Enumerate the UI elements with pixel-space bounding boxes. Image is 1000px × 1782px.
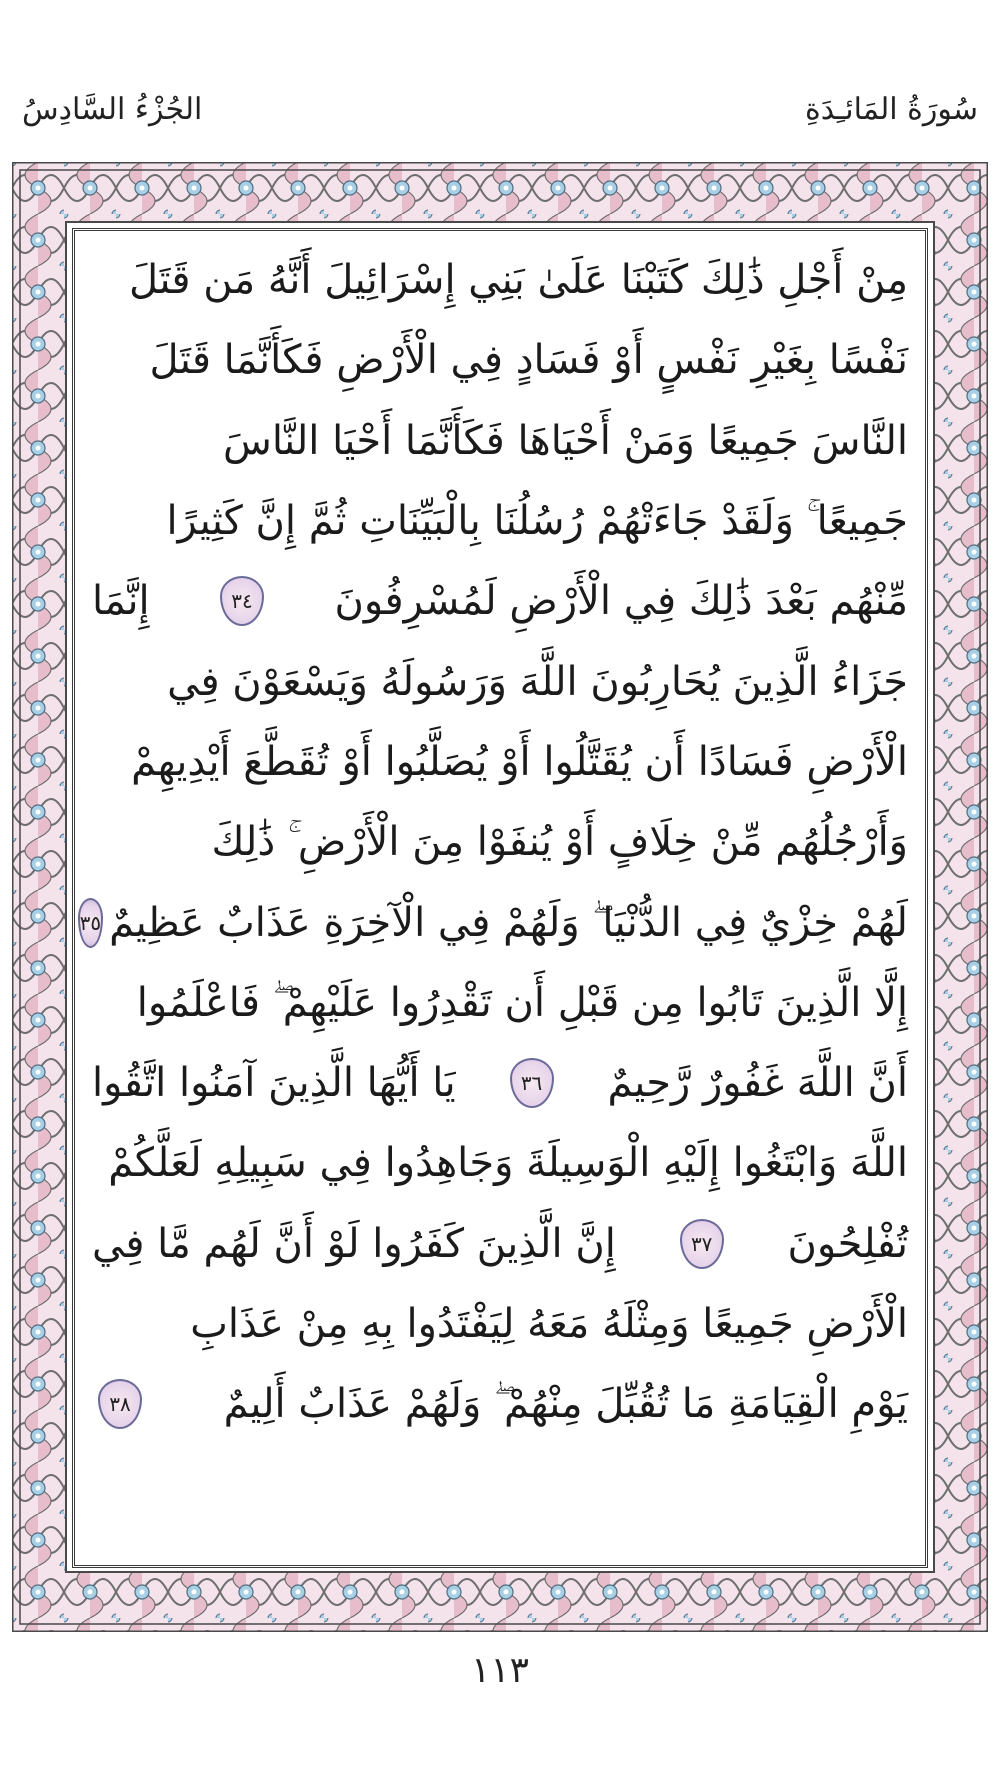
page-number: ١١٣ xyxy=(470,1650,529,1691)
verse-text: مِنْ أَجْلِ ذَٰلِكَ كَتَبْنَا عَلَىٰ بَنِي إِسْرَائِيلَ أَنَّهُ مَن قَتَلَ xyxy=(129,257,908,304)
verse-text: الْأَرْضِ جَمِيعًا وَمِثْلَهُ مَعَهُ لِيَفْتَدُوا بِهِ مِنْ عَذَابِ xyxy=(190,1301,908,1347)
verse-text: وَأَرْجُلُهُم مِّنْ خِلَافٍ أَوْ يُنفَوْا مِنَ الْأَرْضِ ۚ ذَٰلِكَ xyxy=(211,819,908,866)
verse-line xyxy=(92,802,908,882)
surah-title: سُورَةُ المَائـِدَةِ xyxy=(805,92,978,127)
verse-text: نَفْسًا بِغَيْرِ نَفْسٍ أَوْ فَسَادٍ فِي الْأَرْضِ فَكَأَنَّمَا قَتَلَ xyxy=(149,337,908,384)
verse-line xyxy=(92,641,908,721)
page-header xyxy=(0,0,1000,150)
verse-text: إِنَّ الَّذِينَ كَفَرُوا لَوْ أَنَّ لَهُم مَّا فِي xyxy=(92,1220,616,1267)
verse-text: إِلَّا الَّذِينَ تَابُوا مِن قَبْلِ أَن تَقْدِرُوا عَلَيْهِمْ ۖ فَاعْلَمُوا xyxy=(136,979,908,1026)
ayah-number-marker: ٣٦ xyxy=(510,1058,554,1108)
juz-title: الجُزْءُ السَّادِسُ xyxy=(22,92,203,127)
verse-line xyxy=(79,882,908,962)
verse-line xyxy=(92,1284,908,1364)
verse-text: جَمِيعًا ۚ وَلَقَدْ جَاءَتْهُمْ رُسُلُنَا بِالْبَيِّنَاتِ ثُمَّ إِنَّ كَثِيرًا xyxy=(166,498,908,545)
verse-line xyxy=(92,1364,908,1444)
ayah-number-marker: ٣٨ xyxy=(98,1379,142,1429)
verse-line xyxy=(92,561,908,641)
verse-text: إِنَّمَا xyxy=(92,578,150,625)
ayah-number-marker: ٣٤ xyxy=(220,576,264,626)
verse-text: لَهُمْ خِزْيٌ فِي الدُّنْيَا ۖ وَلَهُمْ فِي الْآخِرَةِ عَذَابٌ عَظِيمٌ xyxy=(109,899,908,946)
verse-line xyxy=(92,1123,908,1203)
verse-text: يَوْمِ الْقِيَامَةِ مَا تُقُبِّلَ مِنْهُمْ ۖ وَلَهُمْ عَذَابٌ أَلِيمٌ xyxy=(223,1381,908,1428)
verse-text: يَا أَيُّهَا الَّذِينَ آمَنُوا اتَّقُوا xyxy=(92,1060,456,1107)
verse-text: مِّنْهُم بَعْدَ ذَٰلِكَ فِي الْأَرْضِ لَمُسْرِفُونَ xyxy=(334,578,908,625)
verse-text: أَنَّ اللَّهَ غَفُورٌ رَّحِيمٌ xyxy=(607,1060,908,1107)
ayah-number-marker: ٣٧ xyxy=(680,1219,724,1269)
verse-line xyxy=(92,240,908,320)
verse-text: تُفْلِحُونَ xyxy=(787,1220,908,1267)
verse-text: اللَّهَ وَابْتَغُوا إِلَيْهِ الْوَسِيلَةَ وَجَاهِدُوا فِي سَبِيلِهِ لَعَلَّكُمْ xyxy=(108,1140,908,1187)
verse-line xyxy=(92,722,908,802)
verse-text: النَّاسَ جَمِيعًا وَمَنْ أَحْيَاهَا فَكَأَنَّمَا أَحْيَا النَّاسَ xyxy=(223,417,908,464)
verse-line xyxy=(92,963,908,1043)
verse-line xyxy=(92,1043,908,1123)
verse-line xyxy=(92,1204,908,1284)
verse-line xyxy=(92,401,908,481)
ayah-number-marker: ٣٥ xyxy=(78,898,103,948)
verse-lines xyxy=(79,240,908,1560)
verse-line xyxy=(92,320,908,400)
verse-line xyxy=(92,481,908,561)
verse-text: جَزَاءُ الَّذِينَ يُحَارِبُونَ اللَّهَ وَرَسُولَهُ وَيَسْعَوْنَ فِي xyxy=(167,658,908,705)
verse-text: الْأَرْضِ فَسَادًا أَن يُقَتَّلُوا أَوْ يُصَلَّبُوا أَوْ تُقَطَّعَ أَيْدِيهِمْ xyxy=(131,738,908,785)
